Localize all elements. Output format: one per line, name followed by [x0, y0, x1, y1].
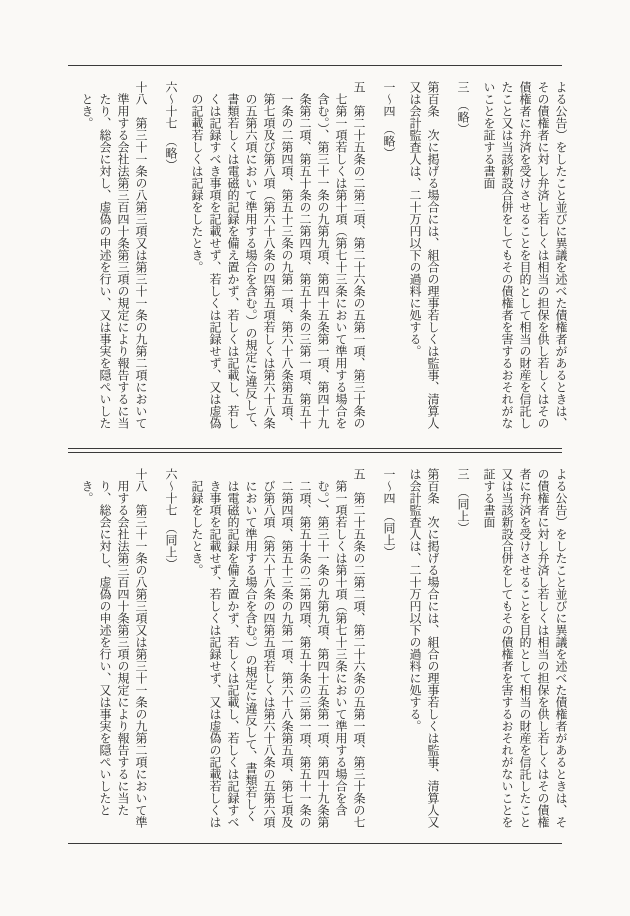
article-100-paragraph: 第百条 次に掲げる場合には、組合の理事若しくは監事、清算人又は会計監査人は、二十万円以下の過料に処する。	[408, 81, 440, 429]
article-100-paragraph: 第百条 次に掲げる場合には、組合の理事若しくは監事、清算人又は会計監査人は、二十万円以下の過料に処する。	[408, 468, 440, 828]
vertical-text-flow-lower	[68, 453, 580, 843]
item-3-heading: 三 （同上）	[456, 468, 470, 534]
item-5-paragraph: 五 第二十五条の二第二項、第二十六条の五第一項、第三十条の七第一項若しくは第十項（第七十三条において準用する場合を含む。）、第三十一条の九第九項、第四十五条第一項、第四十九条第二項、第五十条の二第四項、第五十条の三第一項、第五十一条の二第四項、第五十三条の九第一項、第六十八条第五項、第七項及び第八項（第六十八条の四第五項若しくは第六十八条の五第六項において準用する場合を含む。）の規定に違反して、書類若しくは電磁的記録を備え置かず、若しくは記載し、若しくは記録すべき事項を記載せず、若しくは記録せず、又は虚偽の記載若しくは記録をしたとき。	[190, 468, 366, 828]
continuation-paragraph: よる公告）をしたこと並びに異議を述べた債権者があるときは、その債権者に対し弁済し若しくは相当の担保を供し若しくはその債権者に弁済を受けさせることを目的として相当の財産を信託したこと又は当該新設合併をしてもその債権者を害するおそれがないことを証する書面	[482, 81, 568, 429]
lower-provisions-panel	[68, 452, 568, 844]
item-18-paragraph: 十八 第三十一条の八第三項又は第三十一条の九第二項において準用する会社法第三百四十条第三項の規定により報告するに当たり、総会に対し、虚偽の申述を行い、又は事実を隠ぺいしたとき。	[80, 81, 148, 429]
item-18-paragraph: 十八 第三十一条の八第三項又は第三十一条の九第二項において準用する会社法第三百四十条第三項の規定により報告するに当たり、総会に対し、虚偽の申述を行い、又は事実を隠ぺいしたとき。	[80, 468, 148, 828]
items-6-to-17-heading: 六～十七 （同上）	[164, 468, 178, 570]
items-1-to-4-heading: 一～四 （同上）	[382, 468, 396, 558]
items-1-to-4-heading: 一～四 （略）	[382, 81, 396, 159]
item-3-heading: 三 （略）	[456, 81, 470, 135]
upper-provisions-panel	[68, 65, 568, 449]
items-6-to-17-heading: 六～十七 （略）	[164, 81, 178, 171]
vertical-text-flow-upper	[68, 66, 580, 448]
item-5-paragraph: 五 第二十五条の二第二項、第二十六条の五第一項、第三十条の七第一項若しくは第十項（第七十三条において準用する場合を含む。）、第三十一条の九第九項、第四十五条第一項、第四十九条第二項、第五十条の二第四項、第五十条の三第一項、第五十一条の二第四項、第五十三条の九第一項、第六十八条第五項、第七項及び第八項（第六十八条の四第五項若しくは第六十八条の五第六項において準用する場合を含む。）の規定に違反して、書類若しくは電磁的記録を備え置かず、若しくは記載し、若しくは記録すべき事項を記載せず、若しくは記録せず、又は虚偽の記載若しくは記録をしたとき。	[190, 81, 366, 435]
continuation-paragraph: よる公告）をしたこと並びに異議を述べた債権者があるときは、その債権者に対し弁済し若しくは相当の担保を供し若しくはその債権者に弁済を受けさせることを目的として相当の財産を信託したこと又は当該新設合併をしてもその債権者を害するおそれがないことを証する書面	[482, 468, 568, 828]
